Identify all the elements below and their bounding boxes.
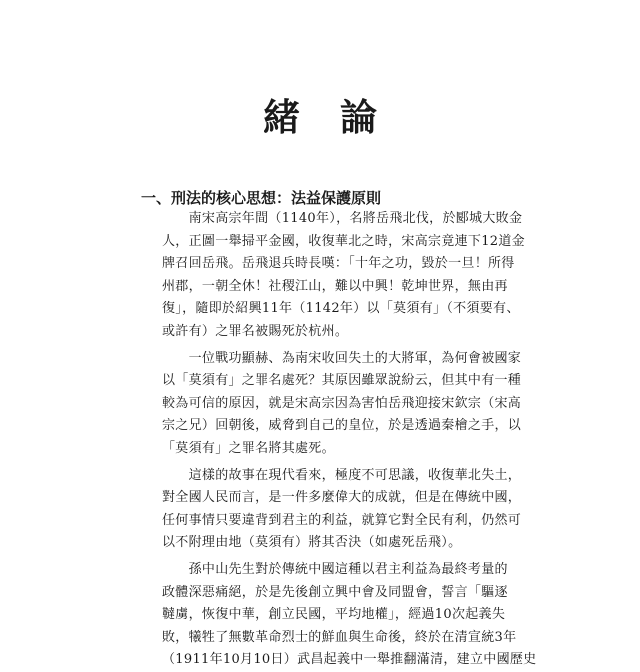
text-line: 孫中山先生對於傳統中國這種以君主利益為最終考量的 [162,561,508,577]
text-line: 韃虜，恢復中華，創立民國，平均地權」，經過10次起義失 [162,607,506,623]
body-text [162,208,537,672]
paragraph-1 [162,208,525,344]
text-line: 或許有）之罪名被賜死於杭州。 [162,323,349,339]
text-line: 較為可信的原因，就是宋高宗因為害怕岳飛迎接宋欽宗（宋高 [162,395,522,411]
text-line: 宗之兄）回朝後，威脅到自己的皇位，於是透過秦檜之手，以 [162,418,522,434]
text-line: 「莫須有」之罪名將其處死。 [162,440,335,456]
text-line: （1911年10月10日）武昌起義中一舉推翻滿清，建立中國歷史 [162,652,537,668]
text-line: 復」，隨即於紹興11年（1142年）以「莫須有」（不須要有、 [162,301,520,317]
text-line: 這樣的故事在現代看來，極度不可思議，收復華北失土， [162,467,522,483]
text-line: 敗，犧牲了無數革命烈士的鮮血與生命後，終於在清宣統3年 [162,629,517,645]
text-line: 對全國人民而言，是一件多麼偉大的成就，但是在傳統中國， [162,490,522,506]
text-line: 州郡，一朝全休！社稷江山，難以中興！乾坤世界，無由再 [162,278,508,294]
paragraph-4 [162,559,537,672]
text-line: 一位戰功顯赫、為南宋收回失土的大將軍，為何會被國家 [162,350,522,366]
text-line: 以不附理由地（莫須有）將其否決（如處死岳飛）。 [162,535,462,551]
text-line: 政體深惡痛絕，於是先後創立興中會及同盟會，誓言「驅逐 [162,584,508,600]
text-line: 以「莫須有」之罪名處死？其原因雖眾說紛云，但其中有一種 [162,373,522,389]
text-line: 人，正圖一舉掃平金國，收復華北之時，宋高宗竟連下12道金 [162,233,525,249]
section-heading: 一、刑法的核心思想：法益保護原則 [141,189,382,207]
chapter-title: 緒論 [263,96,417,139]
text-line: 牌召回岳飛。岳飛退兵時長嘆：「十年之功，毀於一旦！所得 [162,256,515,272]
paragraph-3 [162,465,522,555]
text-line: 任何事情只要違背到君主的利益，就算它對全民有利，仍然可 [162,512,522,528]
paragraph-2 [162,348,522,461]
text-line: 南宋高宗年間（1140年），名將岳飛北伐，於郾城大敗金 [162,211,523,226]
